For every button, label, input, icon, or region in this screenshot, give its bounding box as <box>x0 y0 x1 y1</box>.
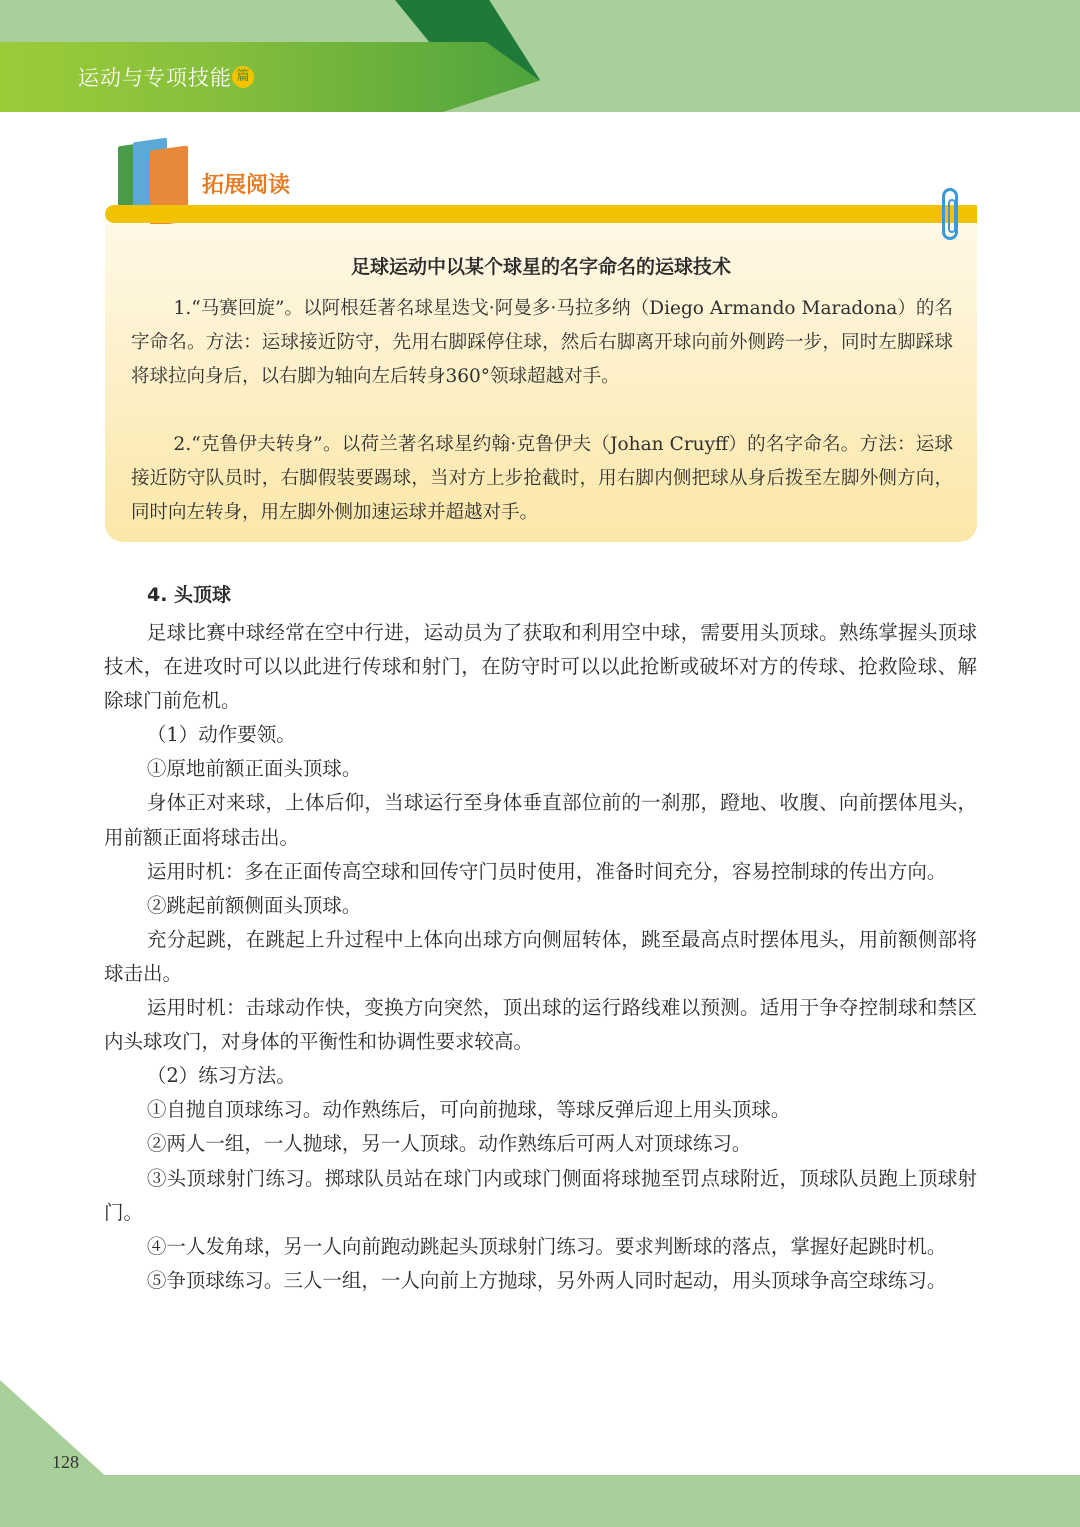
chapter-title: 运动与专项技能 <box>78 66 232 90</box>
body-paragraph: ②跳起前额侧面头顶球。 <box>146 893 362 917</box>
body-paragraph: 运用时机：击球动作快，变换方向突然，顶出球的运行路线难以预测。适用于争夺控制球和禁区内头球攻门，对身体的平衡性和协调性要求较高。 <box>104 996 977 1054</box>
section-heading: 4. 头顶球 <box>147 584 232 606</box>
page-frame-bottom <box>0 1475 1080 1527</box>
reading-paragraph: 2.“克鲁伊夫转身”。以荷兰著名球星约翰·克鲁伊夫（Johan Cruyff）的名字命名。方法：运球接近防守队员时，右脚假装要踢球，当对方上步抢截时，用右脚内侧把球从身后拨至左脚外侧方向，同时向左转身，用左脚外侧加速运球并超越对手。 <box>131 434 953 523</box>
reading-paragraph: 1.“马赛回旋”。以阿根廷著名球星迭戈·阿曼多·马拉多纳（Diego Armando Maradona）的名字命名。方法：运球接近防守，先用右脚踩停住球，然后右脚离开球向前外侧跨一步，同时左脚踩球将球拉向身后，以右脚为轴向左后转身360°领球超越对手。 <box>131 298 953 387</box>
body-paragraph: 充分起跳，在跳起上升过程中上体向出球方向侧屈转体，跳至最高点时摆体甩头，用前额侧部将球击出。 <box>104 927 977 985</box>
body-paragraph: ③头顶球射门练习。掷球队员站在球门内或球门侧面将球抛至罚点球附近，顶球队员跑上顶球射门。 <box>104 1166 977 1224</box>
extended-reading-bar <box>105 205 977 223</box>
extended-reading-title: 拓展阅读 <box>202 173 291 198</box>
paperclip-icon <box>942 188 958 240</box>
body-paragraph: ②两人一组，一人抛球，另一人顶球。动作熟练后可两人对顶球练习。 <box>146 1132 752 1156</box>
body-paragraph: （2）练习方法。 <box>146 1064 296 1088</box>
body-paragraph: ①自抛自顶球练习。动作熟练后，可向前抛球，等球反弹后迎上用头顶球。 <box>146 1098 791 1122</box>
reading-heading: 足球运动中以某个球星的名字命名的运球技术 <box>350 256 731 278</box>
body-paragraph: ④一人发角球，另一人向前跑动跳起头顶球射门练习。要求判断球的落点，掌握好起跳时机。 <box>146 1234 947 1258</box>
body-paragraph: （1）动作要领。 <box>146 723 296 747</box>
body-paragraph: 运用时机：多在正面传高空球和回传守门员时使用，准备时间充分，容易控制球的传出方向。 <box>146 859 947 883</box>
body-paragraph: 足球比赛中球经常在空中行进，运动员为了获取和利用空中球，需要用头顶球。熟练掌握头顶球技术，在进攻时可以以此进行传球和射门，在防守时可以以此抢断或破坏对方的传球、抢救险球、解除球门前危机。 <box>104 621 977 713</box>
chapter-badge: 篇 <box>232 66 254 88</box>
body-paragraph: ①原地前额正面头顶球。 <box>146 757 362 781</box>
page-number: 128 <box>52 1452 79 1472</box>
body-text <box>104 616 977 1298</box>
body-paragraph: 身体正对来球，上体后仰，当球运行至身体垂直部位前的一刹那，蹬地、收腹、向前摆体甩头，用前额正面将球击出。 <box>104 791 977 849</box>
body-paragraph: ⑤争顶球练习。三人一组，一人向前上方抛球，另外两人同时起动，用头顶球争高空球练习。 <box>146 1268 947 1292</box>
